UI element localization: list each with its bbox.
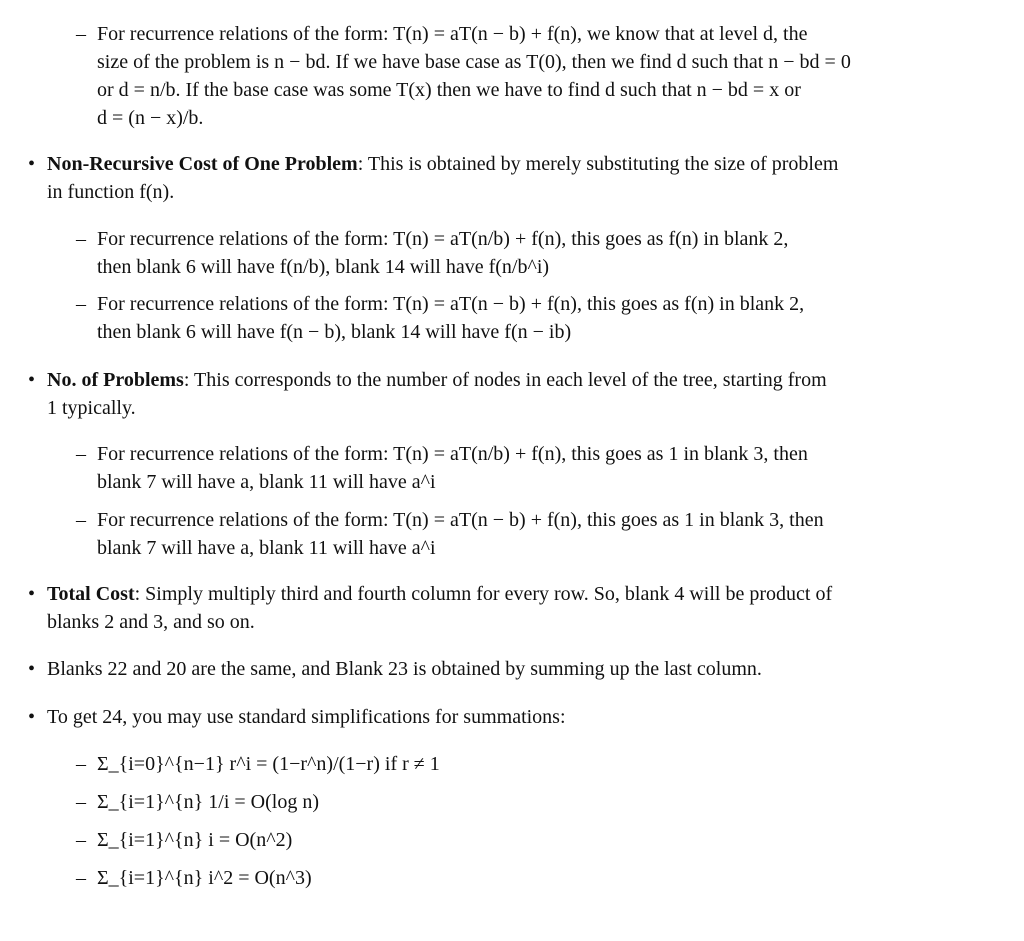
blanks-text: Blanks 22 and 20 are the same, and Blank 23 is obtained by summing up the last column. (47, 658, 762, 680)
sum-formula-1-text: Σ_{i=0}^{n−1} r^i = (1−r^n)/(1−r) if r ≠ 1 (97, 753, 440, 775)
dash-marker: – (76, 791, 86, 813)
dash-marker: – (76, 293, 86, 315)
nonrec-sub-2-line-2: then blank 6 will have f(n − b), blank 14 will have f(n − ib) (97, 321, 572, 343)
nonrec-desc-2: in function f(n). (47, 181, 175, 203)
dash-marker: – (76, 509, 86, 531)
numprob-sub-2-line-2: blank 7 will have a, blank 11 will have a^i (97, 537, 436, 559)
dash-marker: – (76, 753, 86, 775)
numprob-sub-2-line-1: For recurrence relations of the form: T(n) = aT(n − b) + f(n), this goes as 1 in blank 3, then (97, 509, 824, 531)
numprob-desc-2: 1 typically. (47, 397, 136, 419)
total-desc-1: : Simply multiply third and fourth column for every row. So, blank 4 will be product of (134, 583, 833, 605)
nonrec-sub-2-line-1: For recurrence relations of the form: T(n) = aT(n − b) + f(n), this goes as f(n) in blank 2, (97, 293, 805, 315)
sum-formula-4-text: Σ_{i=1}^{n} i^2 = O(n^3) (97, 867, 312, 889)
bullet-marker: • (28, 583, 36, 605)
level-line-2: size of the problem is n − bd. If we have base case as T(0), then we find d such that n − bd = 0 (97, 51, 851, 73)
bullet-marker: • (28, 153, 36, 175)
dash-marker: – (76, 443, 86, 465)
level-line-4: d = (n − x)/b. (97, 107, 204, 129)
numprob-desc-1: : This corresponds to the number of nodes in each level of the tree, starting from (183, 369, 827, 391)
numprob-title: No. of Problems (47, 369, 184, 391)
total-desc-2: blanks 2 and 3, and so on. (47, 611, 255, 633)
nonrec-title: Non-Recursive Cost of One Problem (47, 153, 358, 175)
dash-marker: – (76, 829, 86, 851)
level-line-3: or d = n/b. If the base case was some T(x) then we have to find d such that n − bd = x or (97, 79, 801, 101)
numprob-sub-1-line-1: For recurrence relations of the form: T(n) = aT(n/b) + f(n), this goes as 1 in blank 3, then (97, 443, 808, 465)
sum-formula-3-text: Σ_{i=1}^{n} i = O(n^2) (97, 829, 293, 851)
nonrec-sub-1-line-2: then blank 6 will have f(n/b), blank 14 will have f(n/b^i) (97, 256, 550, 278)
bullet-marker: • (28, 369, 36, 391)
nonrec-desc-1: : This is obtained by merely substituting the size of problem (357, 153, 839, 175)
dash-marker: – (76, 867, 86, 889)
bullet-marker: • (28, 658, 36, 680)
bullet-marker: • (28, 706, 36, 728)
nonrec-sub-1-line-1: For recurrence relations of the form: T(n) = aT(n/b) + f(n), this goes as f(n) in blank 2, (97, 228, 789, 250)
dash-marker: – (76, 228, 86, 250)
sum-formula-2-text: Σ_{i=1}^{n} 1/i = O(log n) (97, 791, 319, 813)
sums-intro: To get 24, you may use standard simplifications for summations: (47, 706, 566, 728)
level-line-1: For recurrence relations of the form: T(n) = aT(n − b) + f(n), we know that at level d, the (97, 23, 808, 45)
total-title: Total Cost (47, 583, 135, 605)
numprob-sub-1-line-2: blank 7 will have a, blank 11 will have a^i (97, 471, 436, 493)
dash-marker: – (76, 23, 86, 45)
